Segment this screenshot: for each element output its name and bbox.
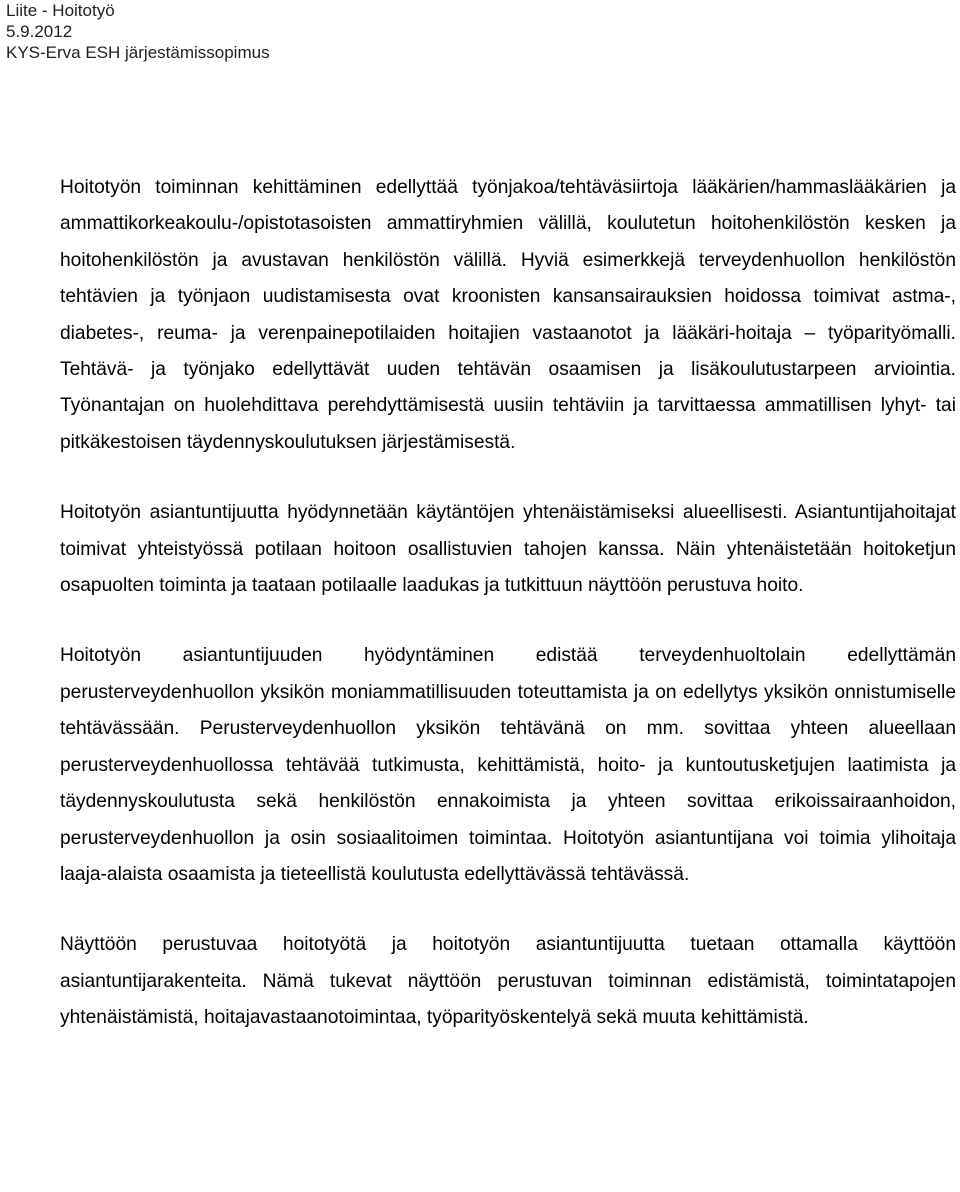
header-date: 5.9.2012 (6, 22, 73, 41)
document-body (60, 170, 956, 1037)
paragraph-evidence-based-care: Näyttöön perustuvaa hoitotyötä ja hoitotyön asiantuntijuutta tuetaan ottamalla käyttöön asiantuntijarakenteita. Nämä tukevat näyttöön perustuvan toiminnan edistämistä, toimintatapojen yhtenäistämistä, hoitajavastaanotoimintaa, työparityöskentelyä sekä muuta kehittämistä. (60, 934, 956, 1029)
header-agreement: KYS-Erva ESH järjestämissopimus (6, 43, 270, 62)
header-title: Liite - Hoitotyö (6, 1, 115, 20)
document-header (6, 0, 270, 63)
paragraph-primary-care-unit: Hoitotyön asiantuntijuuden hyödyntäminen edistää terveydenhuoltolain edellyttämän perusterveydenhuollon yksikön moniammatillisuuden toteuttamista ja on edellytys yksikön onnistumiselle tehtävässään. Perusterveydenhuollon yksikön tehtävänä on mm. sovittaa yhteen alueellaan perusterveydenhuollossa tehtävää tutkimusta, kehittämistä, hoito- ja kuntoutusketjujen laatimista ja täydennyskoulutusta sekä henkilöstön ennakoimista ja yhteen sovittaa erikoissairaanhoidon, perusterveydenhuollon ja osin sosiaalitoimen toimintaa. Hoitotyön asiantuntijana voi toimia ylihoitaja laaja-alaista osaamista ja tieteellistä koulutusta edellyttävässä tehtävässä. (60, 645, 956, 885)
paragraph-task-division: Hoitotyön toiminnan kehittäminen edellyttää työnjakoa/tehtäväsiirtoja lääkärien/hammaslääkärien ja ammattikorkeakoulu-/opistotasoisten ammattiryhmien välillä, koulutetun hoitohenkilöstön kesken ja hoitohenkilöstön ja avustavan henkilöstön välillä. Hyviä esimerkkejä terveydenhuollon henkilöstön tehtävien ja työnjaon uudistamisesta ovat kroonisten kansansairauksien hoidossa toimivat astma-, diabetes-, reuma- ja verenpainepotilaiden hoitajien vastaanotot ja lääkäri-hoitaja – työparityömalli. Tehtävä- ja työnjako edellyttävät uuden tehtävän osaamisen ja lisäkoulutustarpeen arviointia. Työnantajan on huolehdittava perehdyttämisestä uusiin tehtäviin ja tarvittaessa ammatillisen lyhyt- tai pitkäkestoisen täydennyskoulutuksen järjestämisestä. (60, 177, 956, 453)
paragraph-expertise-utilization: Hoitotyön asiantuntijuutta hyödynnetään käytäntöjen yhtenäistämiseksi alueellisesti. Asiantuntijahoitajat toimivat yhteistyössä potilaan hoitoon osallistuvien tahojen kanssa. Näin yhtenäistetään hoitoketjun osapuolten toiminta ja taataan potilaalle laadukas ja tutkittuun näyttöön perustuva hoito. (60, 502, 956, 597)
